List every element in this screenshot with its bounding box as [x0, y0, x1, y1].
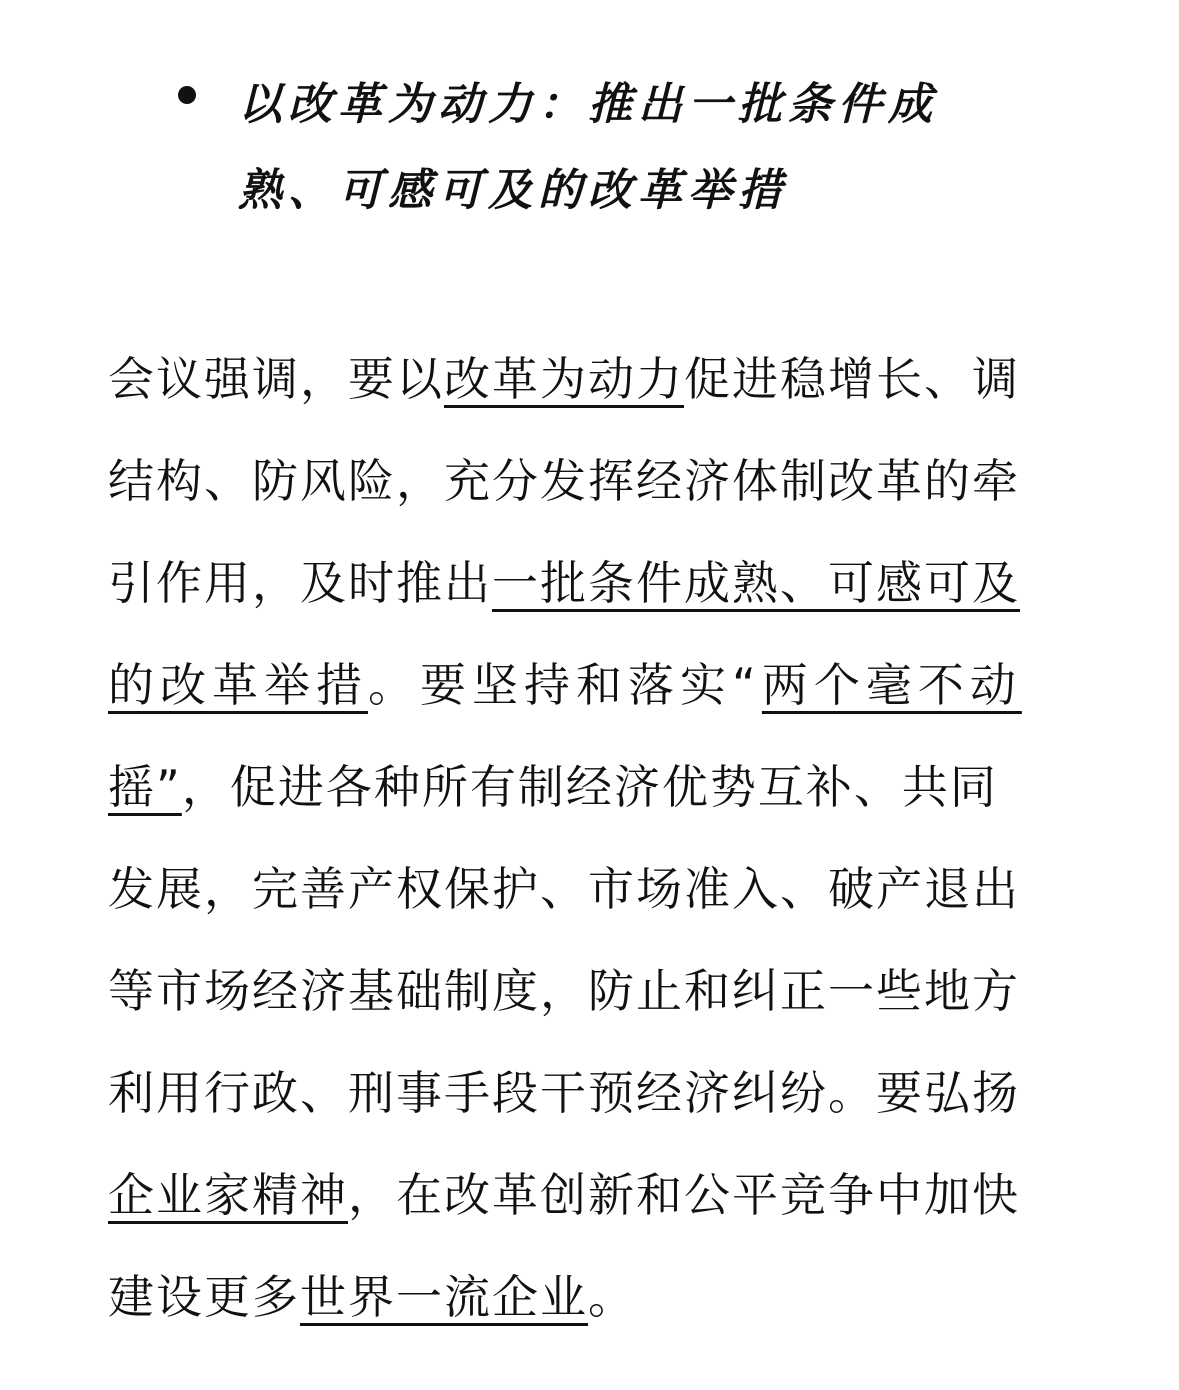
paragraph-line-1 — [108, 336, 1088, 438]
underlined-phrase-reform-measures-part2: 的改革举措 — [108, 658, 368, 712]
text-segment: 。要坚持和落实“ — [368, 658, 762, 712]
underlined-phrase-reform-measures-part1: 一批条件成熟、可感可及 — [492, 556, 1020, 610]
paragraph-line-6: 发展，完善产权保护、市场准入、破产退出 — [108, 862, 1020, 916]
text-segment: ，促进各种所有制经济优势互补、共同 — [181, 760, 998, 814]
text-segment: 引作用，及时推出 — [108, 556, 492, 610]
paragraph-line-10 — [108, 1254, 1088, 1356]
paragraph-line-9 — [108, 1152, 1088, 1254]
heading-line-2: 熟、可感可及的改革举措 — [238, 165, 788, 216]
text-segment: 建设更多 — [108, 1270, 300, 1324]
article-paragraph — [108, 336, 1088, 1356]
paragraph-line-8: 利用行政、刑事手段干预经济纠纷。要弘扬 — [108, 1066, 1020, 1120]
paragraph-line-5 — [108, 744, 1088, 846]
heading-title — [238, 62, 1058, 234]
heading-line-1: 以改革为动力：推出一批条件成 — [238, 79, 938, 130]
paragraph-line-3 — [108, 540, 1088, 642]
text-segment: 促进稳增长、调 — [684, 352, 1020, 406]
underlined-phrase-reform-driven: 改革为动力 — [444, 352, 684, 406]
text-segment: 会议强调，要以 — [108, 352, 444, 406]
underlined-phrase-world-class-enterprises: 世界一流企业 — [300, 1270, 588, 1324]
paragraph-line-7: 等市场经济基础制度，防止和纠正一些地方 — [108, 964, 1020, 1018]
text-segment: 。 — [588, 1270, 636, 1324]
underlined-phrase-entrepreneurship: 企业家精神 — [108, 1168, 348, 1222]
underlined-phrase-two-unwavering-part2: 摇” — [108, 760, 182, 814]
paragraph-line-2: 结构、防风险，充分发挥经济体制改革的牵 — [108, 454, 1020, 508]
bullet-dot-icon — [178, 86, 196, 104]
paragraph-line-4 — [108, 642, 1088, 744]
text-segment: ，在改革创新和公平竞争中加快 — [348, 1168, 1020, 1222]
underlined-phrase-two-unwavering-part1: 两个毫不动 — [761, 658, 1022, 712]
